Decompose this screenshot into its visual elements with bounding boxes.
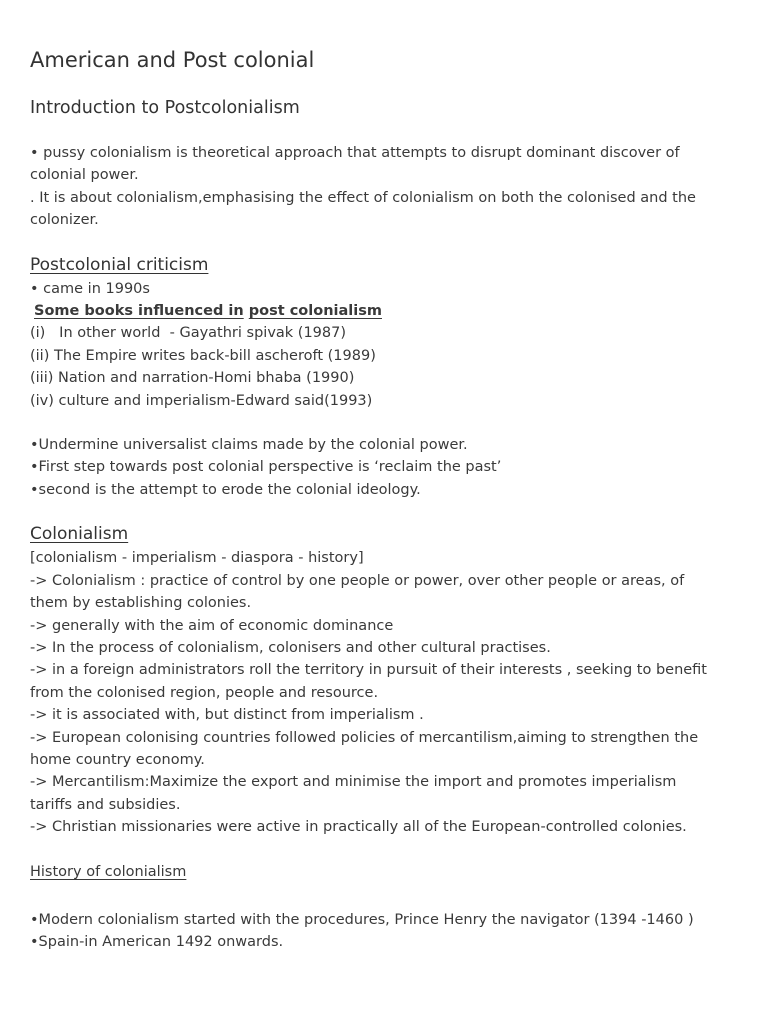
book-item: (ii) The Empire writes back-bill ascheroft (1989) xyxy=(30,347,376,364)
books-heading xyxy=(34,300,738,322)
intro-line: . It is about colonialism,emphasising the effect of colonialism on both the colonised and the xyxy=(30,189,696,206)
history-item: •Modern colonialism started with the procedures, Prince Henry the navigator (1394 -1460 ) xyxy=(30,911,694,928)
colonialism-line: -> Colonialism : practice of control by one people or power, over other people or areas, of xyxy=(30,572,685,589)
postcolonial-points xyxy=(30,434,738,501)
point-item: •First step towards post colonial perspective is ‘reclaim the past’ xyxy=(30,459,502,476)
colonialism-line: -> Mercantilism:Maximize the export and minimise the import and promotes imperialism xyxy=(30,774,677,791)
book-item: (i) In other world - Gayathri spivak (1987) xyxy=(30,325,347,342)
colonialism-line: -> in a foreign administrators roll the territory in pursuit of their interests , seeking to benefit xyxy=(30,662,707,679)
colonialism-line: from the colonised region, people and resource. xyxy=(30,684,379,701)
colonialism-line: -> generally with the aim of economic dominance xyxy=(30,617,394,634)
colonialism-line: tariffs and subsidies. xyxy=(30,796,181,813)
page-title: American and Post colonial xyxy=(30,48,315,72)
colonialism-line: -> In the process of colonialism, colonisers and other cultural practises. xyxy=(30,639,551,656)
point-item: •Undermine universalist claims made by the colonial power. xyxy=(30,437,468,454)
colonialism-line: -> it is associated with, but distinct from imperialism . xyxy=(30,707,424,724)
colonialism-line: home country economy. xyxy=(30,751,205,768)
history-item: •Spain-in American 1492 onwards. xyxy=(30,934,284,951)
colonialism-line: -> European colonising countries followed policies of mercantilism,aiming to strengthen the xyxy=(30,729,699,746)
section-heading-history: History of colonialism xyxy=(30,863,187,880)
book-item: (iv) culture and imperialism-Edward said(1993) xyxy=(30,392,373,409)
colonialism-line: [colonialism - imperialism - diaspora - history] xyxy=(30,550,364,567)
intro-line: colonizer. xyxy=(30,212,99,229)
section-heading-colonialism: Colonialism xyxy=(30,524,129,545)
came-in-line: • came in 1990s xyxy=(30,280,150,297)
books-heading-part2: post colonialism xyxy=(248,303,382,320)
history-list xyxy=(30,909,738,954)
intro-paragraph xyxy=(30,142,738,232)
postcolonial-criticism-section xyxy=(30,252,738,502)
section-heading-postcolonial-criticism: Postcolonial criticism xyxy=(30,254,209,275)
colonialism-section xyxy=(30,521,738,838)
history-section xyxy=(30,861,738,954)
point-item: •second is the attempt to erode the colonial ideology. xyxy=(30,481,421,498)
intro-line: • pussy colonialism is theoretical approach that attempts to disrupt dominant discover of xyxy=(30,145,680,161)
intro-line: colonial power. xyxy=(30,167,139,184)
colonialism-line: -> Christian missionaries were active in practically all of the European-controlled colonies. xyxy=(30,819,687,836)
colonialism-line: them by establishing colonies. xyxy=(30,595,252,612)
intro-subtitle: Introduction to Postcolonialism xyxy=(30,98,300,118)
book-item: (iii) Nation and narration-Homi bhaba (1990) xyxy=(30,370,355,387)
books-heading-part1: Some books influenced in xyxy=(34,303,244,320)
